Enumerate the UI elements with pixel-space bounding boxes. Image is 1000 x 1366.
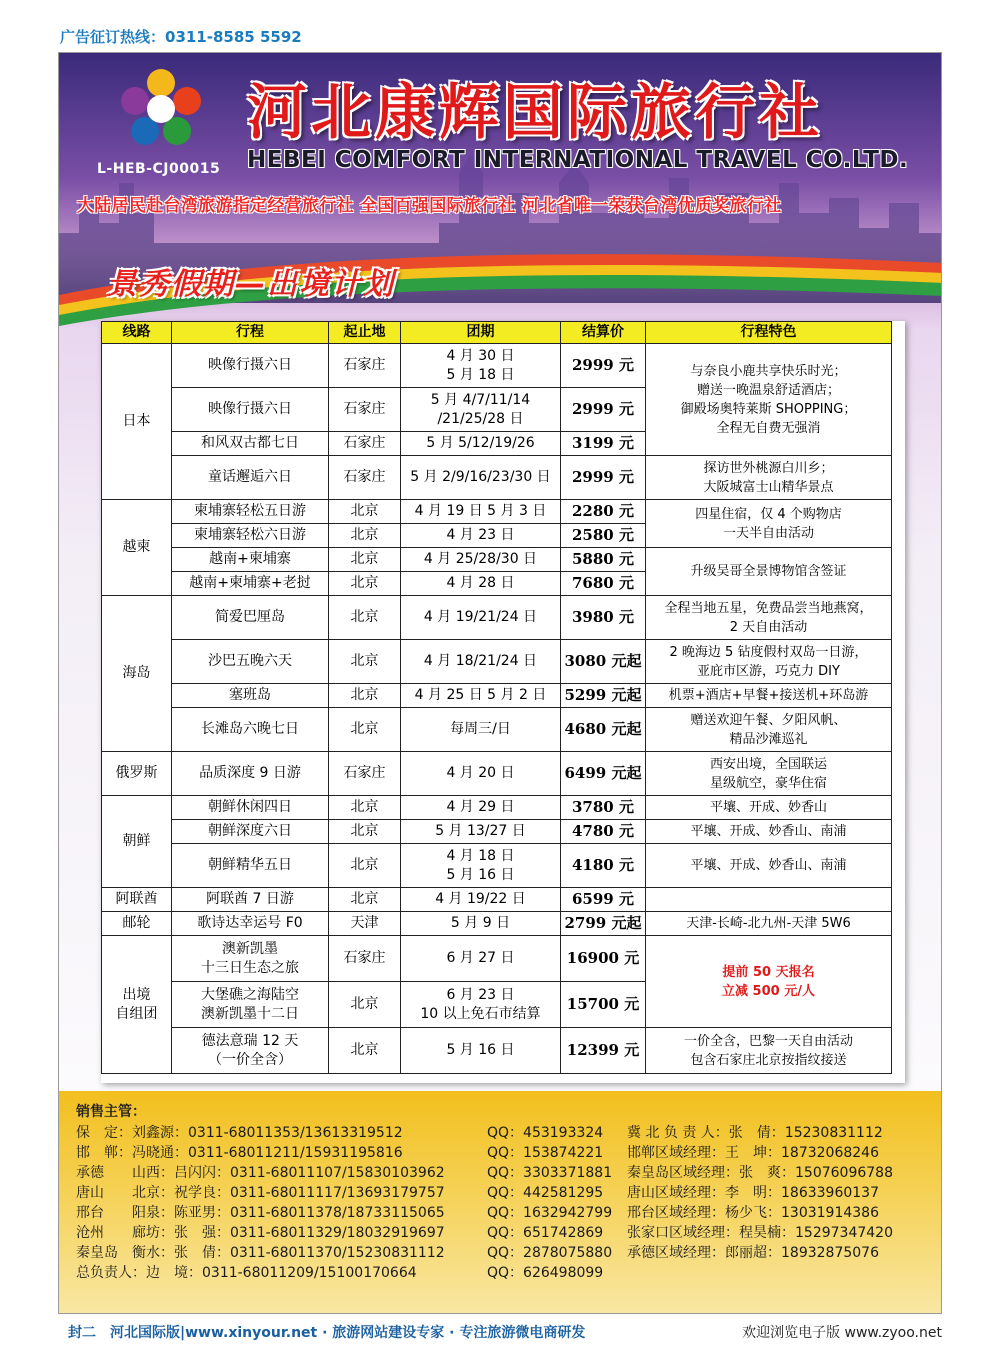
- dates-cell: 4 月 25 日 5 月 2 日: [401, 684, 561, 708]
- table-row: [102, 456, 892, 500]
- table-row: [102, 596, 892, 640]
- dates-cell: 4 月 23 日: [401, 524, 561, 548]
- sales-manager: 唐山 北京：祝学良：0311-68011117/13693179757: [76, 1185, 445, 1201]
- feature-cell: 一价全含，巴黎一天自由活动 包含石家庄北京按指纹接送: [646, 1028, 892, 1074]
- table-row: [102, 820, 892, 844]
- trip-cell: 柬埔寨轻松五日游: [172, 500, 329, 524]
- trip-cell: 越南+柬埔寨: [172, 548, 329, 572]
- footer-left: 封二 河北国际版|www.xinyour.net · 旅游网站建设专家 · 专注旅游微电商研发: [68, 1325, 586, 1341]
- trip-cell: 映像行摄六日: [172, 344, 329, 388]
- dates-cell: 4 月 19/21/24 日: [401, 596, 561, 640]
- feature-cell: 赠送欢迎午餐、夕阳风帆、 精品沙滩巡礼: [646, 708, 892, 752]
- dates-cell: 5 月 4/7/11/14 /21/25/28 日: [401, 388, 561, 432]
- table-row: [102, 936, 892, 982]
- price-cell: 7680 元: [561, 572, 646, 596]
- from-cell: 石家庄: [329, 388, 401, 432]
- feature-cell: 全程当地五星，免费品尝当地燕窝， 2 天自由活动: [646, 596, 892, 640]
- price-cell: 6599 元: [561, 888, 646, 912]
- sales-manager: 承德 山西：吕闪闪：0311-68011107/15830103962: [76, 1165, 445, 1181]
- sales-manager: 邯 郸：冯晓通：0311-68011211/15931195816: [76, 1145, 403, 1161]
- region-russia: 俄罗斯: [102, 752, 172, 796]
- sales-qq: QQ：2878075880: [487, 1245, 613, 1261]
- feature-cell: 探访世外桃源白川乡； 大阪城富士山精华景点: [646, 456, 892, 500]
- dates-cell: 4 月 18/21/24 日: [401, 640, 561, 684]
- dates-cell: 6 月 23 日 10 以上免石市结算: [401, 982, 561, 1028]
- trip-cell: 映像行摄六日: [172, 388, 329, 432]
- trip-cell: 沙巴五晚六天: [172, 640, 329, 684]
- dates-cell: 5 月 9 日: [401, 912, 561, 936]
- price-cell: 3080 元起: [561, 640, 646, 684]
- table-row: [102, 344, 892, 388]
- dates-cell: 5 月 16 日: [401, 1028, 561, 1074]
- regional-manager: 秦皇岛区域经理：张 爽：15076096788: [627, 1165, 893, 1181]
- trip-cell: 大堡礁之海陆空 澳新凯墨十二日: [172, 982, 329, 1028]
- dates-cell: 5 月 5/12/19/26: [401, 432, 561, 456]
- col-from: 起止地: [329, 322, 401, 344]
- col-price: 结算价: [561, 322, 646, 344]
- regional-manager: 冀 北 负 责 人：张 倩：15230831112: [627, 1125, 883, 1141]
- dates-cell: 4 月 20 日: [401, 752, 561, 796]
- from-cell: 石家庄: [329, 432, 401, 456]
- col-dates: 团期: [401, 322, 561, 344]
- price-cell: 4680 元起: [561, 708, 646, 752]
- dates-cell: 5 月 2/9/16/23/30 日: [401, 456, 561, 500]
- feature-cell: 升级吴哥全景博物馆含签证: [646, 548, 892, 596]
- from-cell: 北京: [329, 888, 401, 912]
- from-cell: 石家庄: [329, 344, 401, 388]
- dates-cell: 4 月 30 日 5 月 18 日: [401, 344, 561, 388]
- sales-row: [76, 1163, 936, 1183]
- from-cell: 北京: [329, 596, 401, 640]
- feature-cell: 与奈良小鹿共享快乐时光； 赠送一晚温泉舒适酒店； 御殿场奥特莱斯 SHOPPING； 全程无自费无强消: [646, 344, 892, 456]
- from-cell: 北京: [329, 500, 401, 524]
- region-vietnam: 越柬: [102, 500, 172, 596]
- from-cell: 天津: [329, 912, 401, 936]
- price-cell: 3199 元: [561, 432, 646, 456]
- table-row: [102, 888, 892, 912]
- table-row: [102, 796, 892, 820]
- license-number: L-HEB-CJ00015: [97, 161, 221, 177]
- from-cell: 北京: [329, 820, 401, 844]
- brand-name-en: HEBEI COMFORT INTERNATIONAL TRAVEL CO.LTD.: [247, 147, 909, 173]
- regional-manager: 邯郸区域经理：王 坤：18732068246: [627, 1145, 879, 1161]
- footer-right: 欢迎浏览电子版 www.zyoo.net: [742, 1325, 942, 1341]
- sales-row: [76, 1243, 936, 1263]
- tour-table: [101, 321, 892, 1074]
- price-cell: 16900 元: [561, 936, 646, 982]
- feature-cell: 平壤、开成、妙香山、南浦: [646, 820, 892, 844]
- feature-cell: 西安出境，全国联运 星级航空，豪华住宿: [646, 752, 892, 796]
- from-cell: 北京: [329, 1028, 401, 1074]
- sales-manager: 保 定：刘鑫源：0311-68011353/13613319512: [76, 1125, 403, 1141]
- company-tagline: 大陆居民赴台湾旅游指定经营旅行社 全国百强国际旅行社 河北省唯一荣获台湾优质奖旅行社: [77, 196, 782, 216]
- sales-qq: QQ：1632942799: [487, 1205, 613, 1221]
- sales-qq: QQ：626498099: [487, 1265, 604, 1281]
- feature-cell: 天津-长崎-北九州-天津 5W6: [646, 912, 892, 936]
- col-features: 行程特色: [646, 322, 892, 344]
- feature-cell: 机票+酒店+早餐+接送机+环岛游: [646, 684, 892, 708]
- trip-cell: 简爱巴厘岛: [172, 596, 329, 640]
- ad-hotline: 广告征订热线：0311-8585 5592: [60, 28, 302, 46]
- plan-title: 景秀假期—出境计划: [107, 267, 395, 302]
- from-cell: 石家庄: [329, 936, 401, 982]
- sales-row: [76, 1143, 936, 1163]
- table-row: [102, 844, 892, 888]
- feature-cell: 提前 50 天报名 立减 500 元/人: [646, 936, 892, 1028]
- regional-manager: 邢台区域经理：杨少飞：13031914386: [627, 1205, 879, 1221]
- sales-manager: 沧州 廊坊：张 强：0311-68011329/18032919697: [76, 1225, 445, 1241]
- price-cell: 2999 元: [561, 344, 646, 388]
- brand-name-cn: 河北康辉国际旅行社: [247, 78, 823, 148]
- trip-cell: 品质深度 9 日游: [172, 752, 329, 796]
- price-cell: 3980 元: [561, 596, 646, 640]
- col-trip: 行程: [172, 322, 329, 344]
- trip-cell: 和风双古都七日: [172, 432, 329, 456]
- price-cell: 15700 元: [561, 982, 646, 1028]
- dates-cell: 5 月 13/27 日: [401, 820, 561, 844]
- trip-cell: 澳新凯墨 十三日生态之旅: [172, 936, 329, 982]
- trip-cell: 柬埔寨轻松六日游: [172, 524, 329, 548]
- price-cell: 2999 元: [561, 388, 646, 432]
- sales-qq: QQ：153874221: [487, 1145, 604, 1161]
- from-cell: 北京: [329, 572, 401, 596]
- sales-row: [76, 1263, 936, 1283]
- sales-manager: 总负责人：边 境：0311-68011209/15100170664: [76, 1265, 417, 1281]
- price-cell: 2580 元: [561, 524, 646, 548]
- from-cell: 北京: [329, 524, 401, 548]
- table-row: [102, 640, 892, 684]
- sales-title: 销售主管：: [76, 1104, 146, 1120]
- feature-cell: 平壤、开成、妙香山、南浦: [646, 844, 892, 888]
- price-cell: 6499 元起: [561, 752, 646, 796]
- table-row: [102, 684, 892, 708]
- company-logo: [117, 65, 205, 153]
- from-cell: 石家庄: [329, 456, 401, 500]
- price-cell: 4780 元: [561, 820, 646, 844]
- sales-qq: QQ：651742869: [487, 1225, 604, 1241]
- sales-row: [76, 1223, 936, 1243]
- col-route: 线路: [102, 322, 172, 344]
- dates-cell: 4 月 18 日 5 月 16 日: [401, 844, 561, 888]
- sales-qq: QQ：442581295: [487, 1185, 604, 1201]
- region-uae: 阿联酋: [102, 888, 172, 912]
- trip-cell: 阿联酋 7 日游: [172, 888, 329, 912]
- price-cell: 3780 元: [561, 796, 646, 820]
- sales-manager: 秦皇岛 衡水：张 倩：0311-68011370/15230831112: [76, 1245, 445, 1261]
- from-cell: 北京: [329, 844, 401, 888]
- table-row: [102, 1028, 892, 1074]
- from-cell: 北京: [329, 640, 401, 684]
- feature-cell: 四星住宿，仅 4 个购物店 一天半自由活动: [646, 500, 892, 548]
- trip-cell: 朝鲜休闲四日: [172, 796, 329, 820]
- region-cruise: 邮轮: [102, 912, 172, 936]
- sales-row: [76, 1123, 936, 1143]
- feature-cell: 2 晚海边 5 钻度假村双岛一日游， 亚庇市区游，巧克力 DIY: [646, 640, 892, 684]
- dates-cell: 4 月 19/22 日: [401, 888, 561, 912]
- price-cell: 2999 元: [561, 456, 646, 500]
- table-row: [102, 912, 892, 936]
- from-cell: 北京: [329, 708, 401, 752]
- regional-manager: 承德区域经理：郎丽超：18932875076: [627, 1245, 879, 1261]
- regional-manager: 张家口区域经理：程昊楠：15297347420: [627, 1225, 893, 1241]
- trip-cell: 越南+柬埔寨+老挝: [172, 572, 329, 596]
- sales-qq: QQ：453193324: [487, 1125, 604, 1141]
- regional-manager: 唐山区域经理：李 明：18633960137: [627, 1185, 879, 1201]
- table-header-row: [102, 322, 892, 344]
- trip-cell: 长滩岛六晚七日: [172, 708, 329, 752]
- table-row: [102, 548, 892, 572]
- trip-cell: 歌诗达幸运号 F0: [172, 912, 329, 936]
- sales-list: [76, 1123, 936, 1283]
- price-cell: 12399 元: [561, 1028, 646, 1074]
- sales-row: [76, 1203, 936, 1223]
- sales-manager: 邢台 阳泉：陈亚男：0311-68011378/18733115065: [76, 1205, 445, 1221]
- trip-cell: 朝鲜精华五日: [172, 844, 329, 888]
- region-island: 海岛: [102, 596, 172, 752]
- trip-cell: 朝鲜深度六日: [172, 820, 329, 844]
- poster-frame: [58, 52, 942, 1314]
- feature-cell: 平壤、开成、妙香山: [646, 796, 892, 820]
- feature-cell: [646, 888, 892, 912]
- sales-contacts-panel: [59, 1091, 942, 1314]
- region-korea: 朝鲜: [102, 796, 172, 888]
- trip-cell: 德法意瑞 12 天 （一价全含）: [172, 1028, 329, 1074]
- sales-row: [76, 1183, 936, 1203]
- table-row: [102, 500, 892, 524]
- from-cell: 北京: [329, 796, 401, 820]
- dates-cell: 4 月 29 日: [401, 796, 561, 820]
- dates-cell: 4 月 19 日 5 月 3 日: [401, 500, 561, 524]
- dates-cell: 6 月 27 日: [401, 936, 561, 982]
- region-japan: 日本: [102, 344, 172, 500]
- trip-cell: 童话邂逅六日: [172, 456, 329, 500]
- price-cell: 5299 元起: [561, 684, 646, 708]
- from-cell: 北京: [329, 684, 401, 708]
- from-cell: 北京: [329, 982, 401, 1028]
- price-cell: 2280 元: [561, 500, 646, 524]
- dates-cell: 4 月 28 日: [401, 572, 561, 596]
- from-cell: 北京: [329, 548, 401, 572]
- trip-cell: 塞班岛: [172, 684, 329, 708]
- price-cell: 2799 元起: [561, 912, 646, 936]
- from-cell: 石家庄: [329, 752, 401, 796]
- table-row: [102, 752, 892, 796]
- sales-qq: QQ：3303371881: [487, 1165, 613, 1181]
- dates-cell: 每周三/日: [401, 708, 561, 752]
- tour-table-card: [101, 321, 905, 1083]
- price-cell: 5880 元: [561, 548, 646, 572]
- dates-cell: 4 月 25/28/30 日: [401, 548, 561, 572]
- table-row: [102, 708, 892, 752]
- price-cell: 4180 元: [561, 844, 646, 888]
- region-self-group: 出境 自组团: [102, 936, 172, 1074]
